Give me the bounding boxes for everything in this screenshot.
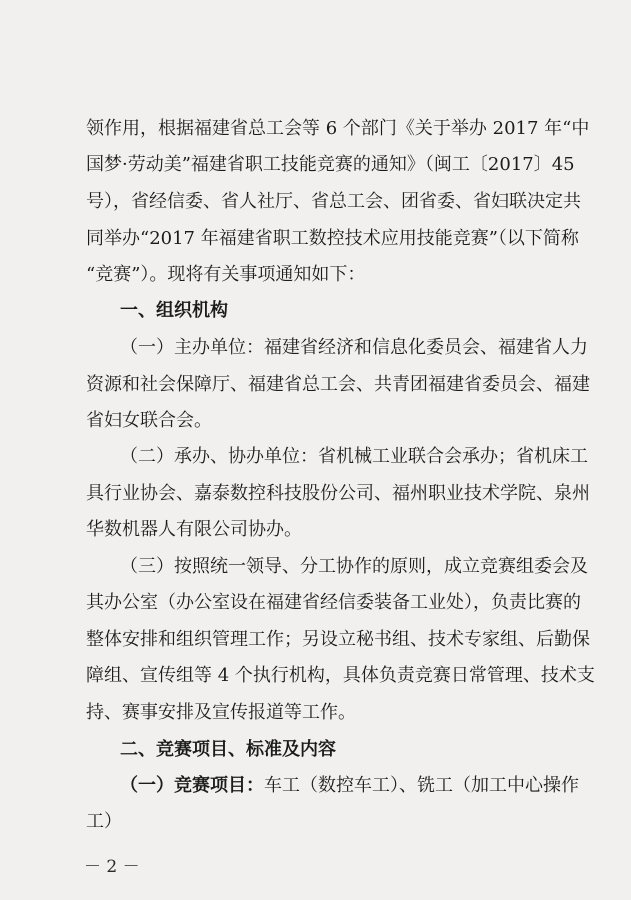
paragraph-line: （一）主办单位：福建省经济和信息化委员会、福建省人力 bbox=[120, 337, 588, 358]
paragraph-line: 国梦·劳动美”福建省职工技能竞赛的通知》（闽工〔2017〕45 bbox=[86, 154, 575, 175]
paragraph-line bbox=[120, 775, 579, 797]
section-heading: 二、竞赛项目、标准及内容 bbox=[120, 739, 336, 760]
item-label: （一）竞赛项目： bbox=[120, 775, 264, 796]
paragraph-line: （二）承办、协办单位：省机械工业联合会承办；省机床工 bbox=[120, 446, 588, 467]
paragraph-line: 号），省经信委、省人社厅、省总工会、团省委、省妇联决定共 bbox=[86, 191, 581, 212]
paragraph-line: “竞赛”）。现将有关事项通知如下： bbox=[86, 264, 366, 285]
paragraph-line: 华数机器人有限公司协办。 bbox=[86, 519, 302, 540]
paragraph-line: 持、赛事安排及宣传报道等工作。 bbox=[86, 702, 356, 723]
page-number: － 2 － bbox=[84, 857, 140, 877]
paragraph-line: 具行业协会、嘉泰数控科技股份公司、福州职业技术学院、泉州 bbox=[86, 483, 590, 504]
paragraph-line: 同举办“2017 年福建省职工数控技术应用技能竞赛”（以下简称 bbox=[86, 228, 579, 249]
paragraph-line: （三）按照统一领导、分工协作的原则，成立竞赛组委会及 bbox=[120, 556, 588, 577]
paragraph-line: 其办公室（办公室设在福建省经信委装备工业处），负责比赛的 bbox=[86, 592, 581, 613]
paragraph-line: 资源和社会保障厅、福建省总工会、共青团福建省委员会、福建 bbox=[86, 374, 590, 395]
paragraph-line: 障组、宣传组等 4 个执行机构，具体负责竞赛日常管理、技术支 bbox=[86, 665, 595, 686]
paragraph-line: 领作用，根据福建省总工会等 6 个部门《关于举办 2017 年“中 bbox=[86, 118, 590, 139]
paragraph-line: 整体安排和组织管理工作；另设立秘书组、技术专家组、后勤保 bbox=[86, 629, 590, 650]
item-text: 车工（数控车工）、铣工（加工中心操作 bbox=[264, 775, 579, 796]
section-heading: 一、组织机构 bbox=[120, 300, 228, 321]
paragraph-line: 工） bbox=[86, 811, 122, 832]
paragraph-line: 省妇女联合会。 bbox=[86, 410, 212, 431]
